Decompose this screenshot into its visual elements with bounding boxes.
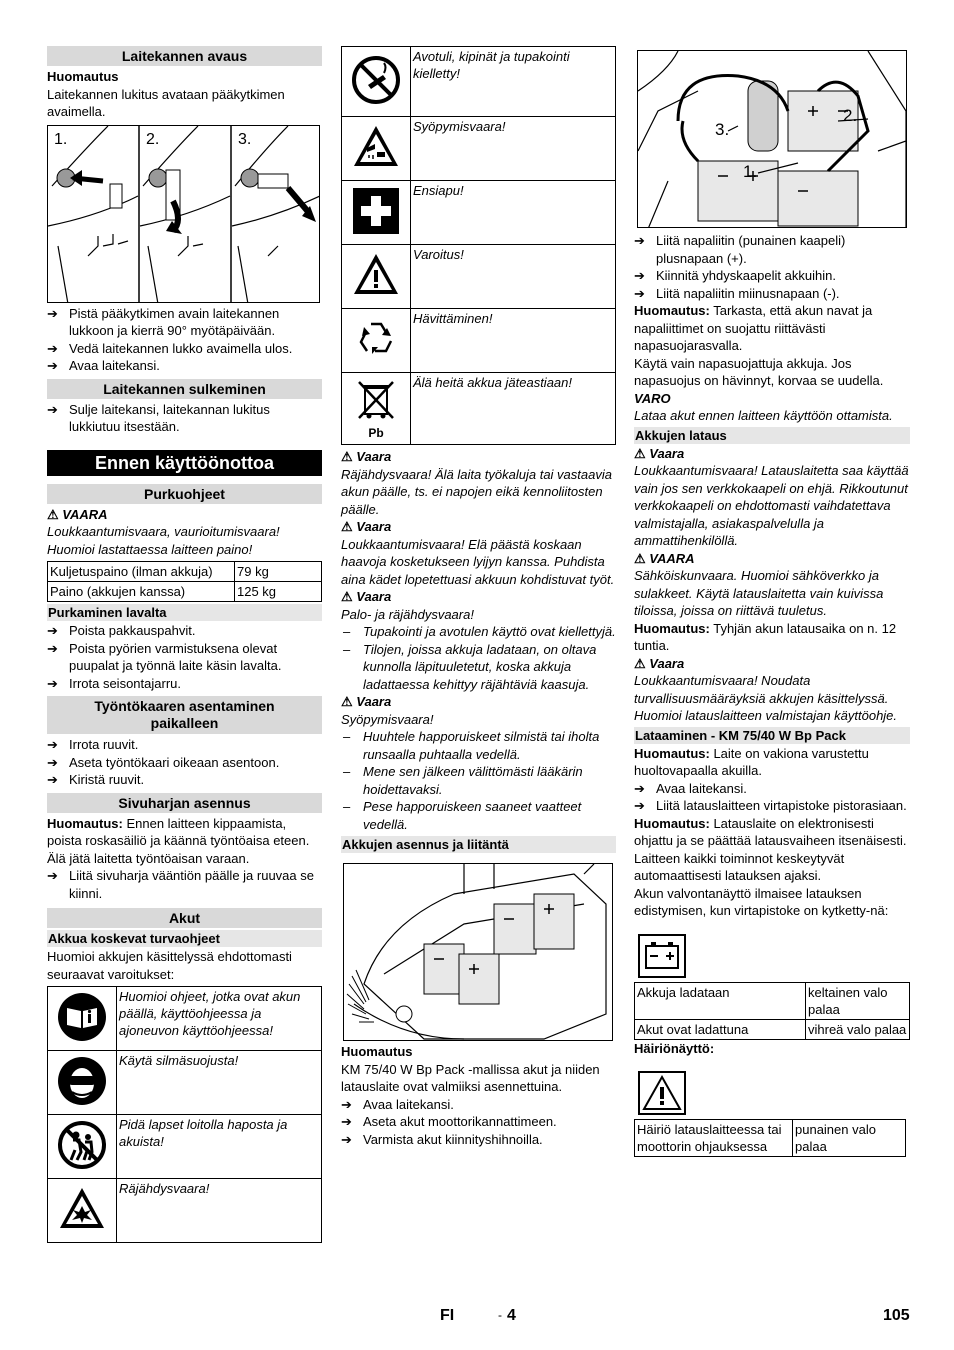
symbol-text: Avotuli, kipinät ja tupakointi kielletty! xyxy=(411,47,616,117)
avaus-step-2: ➔ Vedä laitekannen lukko avaimella ulos. xyxy=(47,340,322,358)
note-label: Huomautus xyxy=(341,1044,413,1059)
note-4 xyxy=(634,815,910,885)
warning-triangle-icon: ⚠ xyxy=(341,449,353,464)
vaara-label: Vaara xyxy=(356,449,392,464)
heading-lataaminen: Lataaminen - KM 75/40 W Bp Pack xyxy=(634,727,910,744)
vaara-label: Vaara xyxy=(649,445,685,461)
vaara-label: Vaara xyxy=(649,655,685,671)
note-label: Huomautus: xyxy=(634,620,710,636)
bin-icon xyxy=(342,373,411,445)
connect-step-1: ➔ Liitä napaliitin (punainen kaapeli) plusnapaan (+). xyxy=(634,232,910,267)
note-1 xyxy=(634,302,910,355)
column-1 xyxy=(47,46,322,1243)
table-row xyxy=(635,982,910,1019)
connect-step-3: ➔ Liitä napaliitin miinusnapaan (-). xyxy=(634,285,910,303)
dash-item: – Huuhtele happoruiskeet silmistä tai iholta runsaalla puhtaalla vedellä. xyxy=(341,728,616,763)
vaara-label: Vaara xyxy=(356,519,392,534)
table-row xyxy=(342,117,616,181)
table-row xyxy=(342,181,616,245)
explosion-icon xyxy=(48,1179,117,1243)
fault-icon xyxy=(638,1071,686,1115)
warning-heading xyxy=(341,518,616,536)
note-text: Laite on vakiona varustettu huoltovapaalla akuilla. xyxy=(634,745,869,778)
vaara-label: VAARA xyxy=(649,550,695,566)
symbol-text: Räjähdysvaara! xyxy=(117,1179,322,1243)
table-row xyxy=(342,245,616,309)
fig1-label-3: 3. xyxy=(238,130,252,148)
table-row xyxy=(635,1120,906,1157)
warning-heading xyxy=(47,506,322,524)
warning-heading xyxy=(341,693,616,711)
vaara-label: Vaara xyxy=(356,694,392,709)
warning-heading xyxy=(634,655,910,673)
heading-sivuharja: Sivuharjan asennus xyxy=(47,793,322,813)
table-cell: 79 kg xyxy=(235,562,322,582)
lock-opening-figure xyxy=(47,125,320,303)
heading-laitekannen-sulkeminen: Laitekannen sulkeminen xyxy=(47,379,322,399)
warning-text: Loukkaantumisvaara! Noudata turvallisuusmääräyksiä akkujen käsittelyssä. Huomioi latauslaitteen valmistajan käyttöohje. xyxy=(634,673,898,723)
heading-akkujen-lataus: Akkujen lataus xyxy=(634,427,910,444)
heading-purkaminen-lavalta: Purkaminen lavalta xyxy=(47,604,322,621)
vaara-label: VAARA xyxy=(62,506,108,522)
note-label: Huomautus xyxy=(47,69,119,84)
warning-text: Sähköiskunvaara. Huomioi sähköverkko ja sulakkeet. Käytä latauslaitetta vain kuivissa tiloissa, joissa on riittävä tuuletus. xyxy=(634,568,884,618)
table-row xyxy=(635,1019,910,1039)
footer-lang: FI xyxy=(440,1307,455,1324)
warning-triangle-icon: ⚠ xyxy=(341,589,353,604)
connect-step-2: ➔ Kiinnitä yhdyskaapelit akkuihin. xyxy=(634,267,910,285)
table-row xyxy=(342,47,616,117)
table-row xyxy=(48,1179,322,1243)
symbol-text: Pidä lapset loitolla haposta ja akuista! xyxy=(117,1115,322,1179)
note-text: Tyhjän akun latausaika on n. 12 tuntia. xyxy=(634,620,897,653)
battery-connection-figure xyxy=(637,50,907,228)
fig1-label-2: 2. xyxy=(146,130,160,148)
table-row xyxy=(48,1115,322,1179)
footer-page-number: 105 xyxy=(883,1307,910,1324)
symbol-text: Varoitus! xyxy=(411,245,616,309)
note-3 xyxy=(634,745,910,780)
battery-installation-figure xyxy=(343,863,613,1041)
fig3-label-2: 2. xyxy=(843,106,858,125)
para-2: Akun valvontanäyttö ilmaisee latauksen edistymisen, kun virtapistoke on kytketty-nä: xyxy=(634,885,889,918)
lava-step-2: ➔ Poista pyörien varmistuksena olevat puupalat ja työnnä laite käsin lavalta. xyxy=(47,640,322,675)
vaara-text: Loukkaantumisvaara, vaurioitumisvaara! Huomioi lastattaessa laitteen paino! xyxy=(47,524,280,557)
avaus-step-3: ➔ Avaa laitekansi. xyxy=(47,357,322,375)
table-cell: punainen valo palaa xyxy=(793,1120,906,1157)
manual-icon xyxy=(48,987,117,1051)
note-2 xyxy=(634,620,910,655)
avaus-step-1: ➔ Pistä pääkytkimen avain laitekannen lukkoon ja kierrä 90° myötäpäivään. xyxy=(47,305,322,340)
table-row xyxy=(48,582,322,602)
symbol-text: Ensiapu! xyxy=(411,181,616,245)
warning-triangle-icon: ⚠ xyxy=(634,550,646,566)
column-3 xyxy=(634,46,910,1157)
symbol-table-2 xyxy=(341,46,616,445)
heading-hairionaytto: Häiriönäyttö: xyxy=(634,1040,715,1056)
note-label: Huomautus: xyxy=(47,815,123,831)
warning-icon xyxy=(342,245,411,309)
note-label: Huomautus: xyxy=(634,745,710,761)
heading-ennen-kayttoonottoa: Ennen käyttöönottoa xyxy=(47,450,322,476)
dash-item: – Mene sen jälkeen välittömästi lääkärin hoidettavaksi. xyxy=(341,763,616,798)
first-aid-icon xyxy=(342,181,411,245)
heading-laitekannen-avaus: Laitekannen avaus xyxy=(47,46,322,66)
turva-text: Huomioi akkujen käsittelyssä ehdottomasti seuraavat varoitukset: xyxy=(47,949,292,982)
table-cell: Paino (akkujen kanssa) xyxy=(48,582,235,602)
varo-text: Lataa akut ennen laitteen käyttöön ottamista. xyxy=(634,408,893,423)
table-row xyxy=(48,562,322,582)
fig3-label-3: 3. xyxy=(715,120,730,139)
asennus-step-3: ➔ Varmista akut kiinnityshihnoilla. xyxy=(341,1131,616,1149)
heading-akkujen-asennus: Akkujen asennus ja liitäntä xyxy=(341,836,616,853)
para-1: Käytä vain napasuojattuja akkuja. Jos napasuojus on hävinnyt, korvaa se uudella. xyxy=(634,355,884,388)
warning-text: Räjähdysvaara! Älä laita työkaluja tai vastaavia akun päälle, ts. ei napojen eikä kennoliitosten päälle. xyxy=(341,466,612,517)
table-cell: keltainen valo palaa xyxy=(806,982,910,1019)
table-cell: 125 kg xyxy=(235,582,322,602)
table-row xyxy=(48,1051,322,1115)
recycle-icon xyxy=(342,309,411,373)
tyonto-step-1: ➔ Irrota ruuvit. xyxy=(47,736,322,754)
lock-illustration xyxy=(48,126,320,303)
note-label: Huomautus: xyxy=(634,815,710,831)
footer-page-small: 4 xyxy=(507,1307,516,1324)
tyonto-step-2: ➔ Aseta työntökaari oikeaan asentoon. xyxy=(47,754,322,772)
table-cell: Häiriö latauslaitteessa tai moottorin ohjauksessa xyxy=(635,1120,793,1157)
dash-item: – Tupakointi ja avotulen käyttö ovat kiellettyjä. xyxy=(341,623,616,641)
battery-status-icon xyxy=(638,934,686,978)
lataus-step-1: ➔ Avaa laitekansi. xyxy=(634,780,910,798)
asennus-text: KM 75/40 W Bp Pack -mallissa akut ja niiden latauslaite ovat valmiiksi asennettuina. xyxy=(341,1061,600,1094)
goggles-icon xyxy=(48,1051,117,1115)
asennus-step-1: ➔ Avaa laitekansi. xyxy=(341,1096,616,1114)
warning-triangle-icon: ⚠ xyxy=(341,519,353,534)
note-label: Huomautus: xyxy=(634,303,710,318)
lataus-step-2: ➔ Liitä latauslaitteen virtapistoke pistorasiaan. xyxy=(634,797,910,815)
fig1-label-1: 1. xyxy=(54,130,68,148)
heading-turvaohjeet: Akkua koskevat turvaohjeet xyxy=(47,930,322,947)
warning-triangle-icon: ⚠ xyxy=(634,655,646,671)
table-row xyxy=(342,309,616,373)
table-cell: Akut ovat ladattuna xyxy=(635,1019,806,1039)
varo-label: VARO xyxy=(634,390,671,406)
warning-text: Syöpymisvaara! xyxy=(341,711,434,727)
sulk-step-1: ➔ Sulje laitekansi, laitekannan lukitus lukkiutuu itsestään. xyxy=(47,401,322,436)
symbol-text: Syöpymisvaara! xyxy=(411,117,616,181)
no-fire-icon xyxy=(342,47,411,117)
weight-table xyxy=(47,561,322,602)
sivu-note xyxy=(47,815,322,868)
fault-table xyxy=(634,1119,906,1157)
tyonto-step-3: ➔ Kiristä ruuvit. xyxy=(47,771,322,789)
warning-text: Palo- ja räjähdysvaara! xyxy=(341,606,474,622)
symbol-text: Käytä silmäsuojusta! xyxy=(117,1051,322,1115)
warn-block-1 xyxy=(341,448,616,833)
symbol-text: Hävittäminen! xyxy=(411,309,616,373)
warning-heading xyxy=(634,445,910,463)
footer-dash: - xyxy=(498,1308,502,1322)
column-2 xyxy=(341,46,616,1148)
heading-akut: Akut xyxy=(47,908,322,928)
heading-tyontokaari: Työntökaaren asentaminen paikalleen xyxy=(47,696,322,734)
warning-text: Loukkaantumisvaara! Elä päästä koskaan haavoja kosketukseen lyijyn kanssa. Puhdista aina kädet lopetettuasi akkuun kohdistuvat työt. xyxy=(341,536,615,587)
asennus-step-2: ➔ Aseta akut moottorikannattimeen. xyxy=(341,1113,616,1131)
table-cell: Akkuja ladataan xyxy=(635,982,806,1019)
fig3-label-1: 1. xyxy=(743,162,758,181)
note-text: Latauslaite on elektronisesti ohjattu ja se päättää latausvaiheen itsenäisesti. Laitteen kaikki toiminnot keskeytyvät automaattisesti latauksen ajaksi. xyxy=(634,815,907,883)
table-row xyxy=(342,373,616,445)
children-icon xyxy=(48,1115,117,1179)
warning-triangle-icon: ⚠ xyxy=(634,445,646,461)
warning-heading xyxy=(341,588,616,606)
table-row xyxy=(48,987,322,1051)
table-cell: Kuljetuspaino (ilman akkuja) xyxy=(48,562,235,582)
table-cell: vihreä valo palaa xyxy=(806,1019,910,1039)
pb-label: Pb xyxy=(368,425,384,440)
symbol-text: Älä heitä akkua jäteastiaan! xyxy=(411,373,616,445)
heading-purkuohjeet: Purkuohjeet xyxy=(47,484,322,504)
dash-item: – Pese happoruiskeen saaneet vaatteet vedellä. xyxy=(341,798,616,833)
warning-text: Loukkaantumisvaara! Latauslaitetta saa käyttää vain jos sen verkkokaapeli on ehjä. Rikkoutunut verkkokaapeli on ehdottomasti vaihdatettava valmistajalla, asiakaspalvelulla ja ammattihenkilöllä. xyxy=(634,463,909,548)
battery-machine-illustration xyxy=(344,864,613,1041)
avaus-text: Laitekannen lukitus avataan pääkytkimen avaimella. xyxy=(47,86,285,119)
note-text: Tarkasta, että akun navat ja napaliittimet on suojattu riittävästi napasuojarasvalla. xyxy=(634,303,873,353)
warning-heading xyxy=(634,550,910,568)
sivu-step-1: ➔ Liitä sivuharja vääntiön päälle ja ruuvaa se kiinni. xyxy=(47,867,322,902)
dash-item: – Tilojen, joissa akkuja ladataan, on oltava kunnolla läpituuletetut, koska akkuja ladattaessa kehittyy räjähtäviä kaasuja. xyxy=(341,641,616,694)
warning-triangle-icon: ⚠ xyxy=(341,694,353,709)
warning-triangle-icon: ⚠ xyxy=(47,506,59,522)
charge-status-table xyxy=(634,982,910,1040)
battery-wiring-illustration xyxy=(638,51,907,228)
corrosive-icon xyxy=(342,117,411,181)
symbol-text: Huomioi ohjeet, jotka ovat akun päällä, käyttöohjeessa ja ajoneuvon käyttöohjeessa! xyxy=(117,987,322,1051)
vaara-label: Vaara xyxy=(356,589,392,604)
symbol-table-1 xyxy=(47,986,322,1243)
note-text: Ennen laitteen kippaamista, poista roskasäiliö ja käännä työntöaisa eteen. Älä jätä laitetta työntöaisan varaan. xyxy=(47,815,310,866)
warning-heading xyxy=(341,448,616,466)
lava-step-3: ➔ Irrota seisontajarru. xyxy=(47,675,322,693)
lava-step-1: ➔ Poista pakkauspahvit. xyxy=(47,622,322,640)
